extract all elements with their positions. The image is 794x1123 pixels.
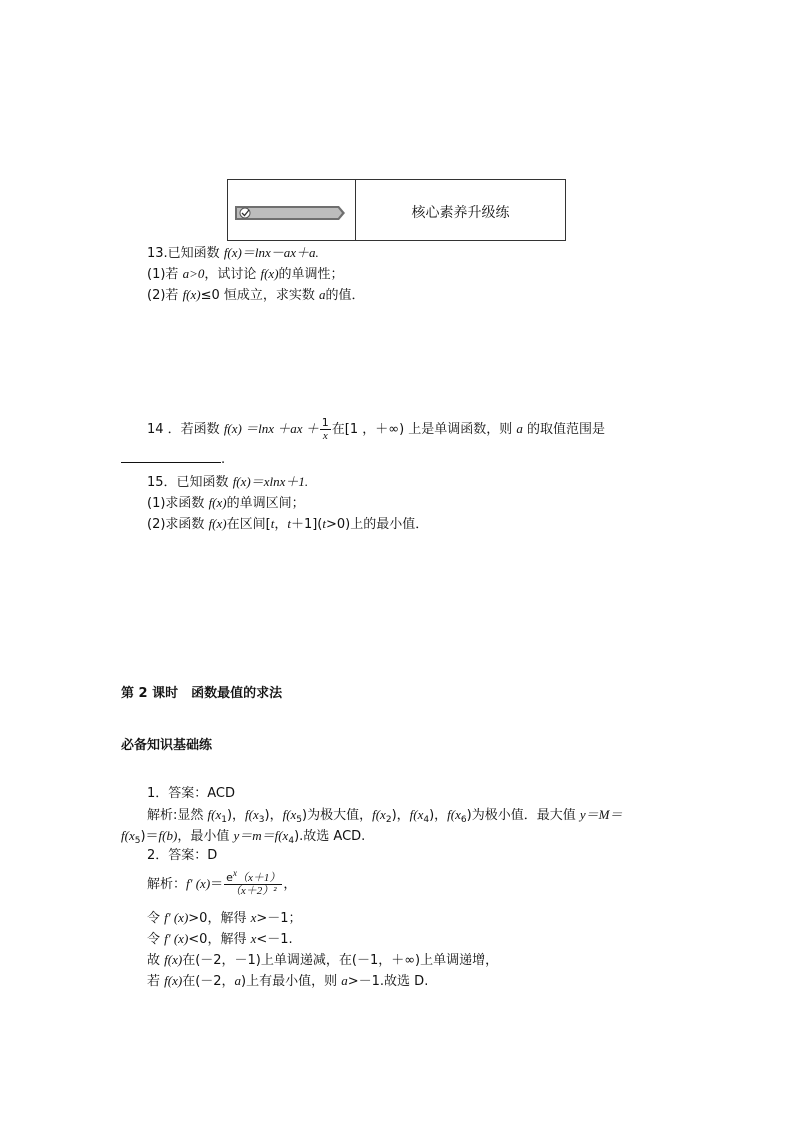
answer-2-fraction: [224, 868, 282, 897]
text-run: f(x): [208, 516, 227, 531]
text-run: 15．已知函数: [147, 475, 233, 490]
text-run: f′ (x): [186, 876, 211, 891]
text-run: x: [232, 868, 237, 878]
text-run: 的单调区间；: [226, 496, 305, 511]
q15-part1: [147, 495, 305, 512]
q13-part2: [147, 287, 365, 304]
answer-1-explanation-line1: [147, 807, 622, 824]
text-run: ，最小值: [177, 829, 234, 844]
lesson-title: 第 2 课时 函数最值的求法: [121, 686, 283, 701]
text-run: ，: [274, 517, 288, 532]
text-run: f(x): [164, 952, 183, 967]
text-run: a: [516, 421, 523, 436]
text-run: a: [234, 973, 242, 988]
q13-part1: [147, 266, 344, 283]
text-run: (2)若: [147, 288, 183, 303]
text-run: t: [270, 516, 275, 531]
text-run: 故: [147, 953, 165, 968]
text-run: a>0: [182, 266, 205, 281]
answer-1-label: 1．答案：ACD: [147, 786, 236, 801]
q15-stem: [147, 474, 308, 491]
text-run: 14 ．若函数: [147, 422, 224, 437]
text-run: (1)求函数: [147, 496, 209, 511]
q15-part2: [147, 516, 428, 533]
text-run: )，: [264, 808, 283, 823]
answer-1-explanation-line2: [121, 828, 365, 845]
text-run: (2)求函数: [147, 517, 209, 532]
q14-answer-blank: [121, 462, 221, 463]
text-run: )为极小值．最大值: [466, 808, 580, 823]
text-run: 的取值范围是: [522, 422, 606, 437]
text-run: )，: [226, 808, 246, 823]
text-run: ＋1](: [290, 517, 323, 532]
text-run: (1)若: [147, 267, 183, 282]
q14-end: .: [221, 452, 226, 467]
answer-2-line4: [147, 931, 293, 948]
text-run: f(b): [158, 828, 178, 843]
text-run: （x＋2）²: [224, 884, 282, 897]
answer-2-line3: [147, 910, 302, 927]
text-run: x: [250, 910, 257, 925]
text-run: 3: [258, 815, 265, 825]
answer-2-label: 2．答案：D: [147, 848, 218, 863]
text-run: f(x) ＝lnx ＋ax ＋: [223, 421, 319, 436]
text-run: 令: [147, 932, 165, 947]
answer-2-derivative: [147, 869, 296, 900]
text-run: e: [226, 871, 233, 884]
text-run: 的单调性；: [278, 267, 344, 282]
text-run: 在(－2，: [182, 974, 235, 989]
text-run: <0，解得: [188, 932, 251, 947]
q14-stem: [147, 414, 605, 445]
subsection-title: 必备知识基础练: [121, 738, 213, 753]
text-run: 在区间[: [226, 517, 271, 532]
text-run: x: [250, 931, 257, 946]
section-header-box: [227, 179, 566, 241]
text-run: y＝M＝: [579, 807, 623, 822]
text-run: )为极大值，: [302, 808, 373, 823]
text-run: a: [341, 973, 348, 988]
q14-fraction: [320, 417, 331, 442]
text-run: a: [319, 287, 326, 302]
text-run: ).故选 ACD.: [294, 829, 366, 844]
text-run: >0，解得: [188, 911, 251, 926]
text-run: >－1.故选 D.: [347, 974, 429, 989]
text-run: 1: [221, 815, 227, 825]
answer-2-line5: [147, 952, 498, 969]
text-run: f(x: [282, 807, 297, 822]
text-run: 解析:显然: [147, 808, 208, 823]
text-run: <－1.: [256, 932, 293, 947]
text-run: )，: [429, 808, 448, 823]
text-run: （x＋1）: [236, 872, 281, 884]
text-run: 的值．: [325, 288, 365, 303]
text-run: f(x): [182, 287, 201, 302]
text-run: f(x): [260, 266, 279, 281]
text-run: y＝m＝f(x: [233, 828, 289, 843]
text-run: 13.已知函数: [147, 246, 224, 261]
text-run: 4: [423, 815, 430, 825]
text-run: f(x)＝lnx－ax＋a.: [223, 245, 319, 260]
text-run: f(x)＝xlnx＋1.: [232, 474, 309, 489]
text-run: f′ (x): [164, 931, 189, 946]
text-run: f(x): [208, 495, 227, 510]
text-run: t: [287, 516, 291, 531]
text-run: 6: [460, 815, 467, 825]
text-run: f(x: [121, 828, 135, 843]
text-run: f(x: [245, 807, 259, 822]
text-run: f(x: [207, 807, 222, 822]
text-run: 4: [288, 836, 295, 846]
text-run: x: [320, 429, 331, 442]
section-banner-icon: [235, 206, 345, 220]
text-run: 5: [134, 836, 141, 846]
section-title: 核心素养升级练: [411, 205, 510, 221]
text-run: >0)上的最小值．: [326, 517, 429, 532]
text-run: )上有最小值，则: [241, 974, 342, 989]
text-run: 令: [147, 911, 165, 926]
text-run: 解析：: [147, 877, 187, 892]
text-run: ，: [283, 877, 297, 892]
text-run: f′ (x): [164, 910, 189, 925]
q13-stem: [147, 245, 319, 262]
text-run: 在[1 ，＋∞) 上是单调函数，则: [331, 422, 517, 437]
text-run: )＝: [140, 829, 159, 844]
text-run: f(x: [447, 807, 461, 822]
text-run: ＝: [210, 877, 224, 892]
text-run: t: [322, 516, 326, 531]
text-run: f(x: [409, 807, 424, 822]
text-run: >－1；: [256, 911, 302, 926]
text-run: f(x: [372, 807, 386, 822]
text-run: ，试讨论: [204, 267, 261, 282]
answer-2-line6: [147, 973, 428, 990]
text-run: ≤0 恒成立，求实数: [200, 288, 320, 303]
text-run: 若: [147, 974, 165, 989]
text-run: f(x): [164, 973, 183, 988]
text-run: 1: [321, 416, 329, 429]
text-run: 2: [385, 815, 392, 825]
text-run: 5: [296, 815, 303, 825]
text-run: 在(－2，－1)上单调递减，在(－1，＋∞)上单调递增，: [182, 953, 499, 968]
text-run: )，: [391, 808, 410, 823]
